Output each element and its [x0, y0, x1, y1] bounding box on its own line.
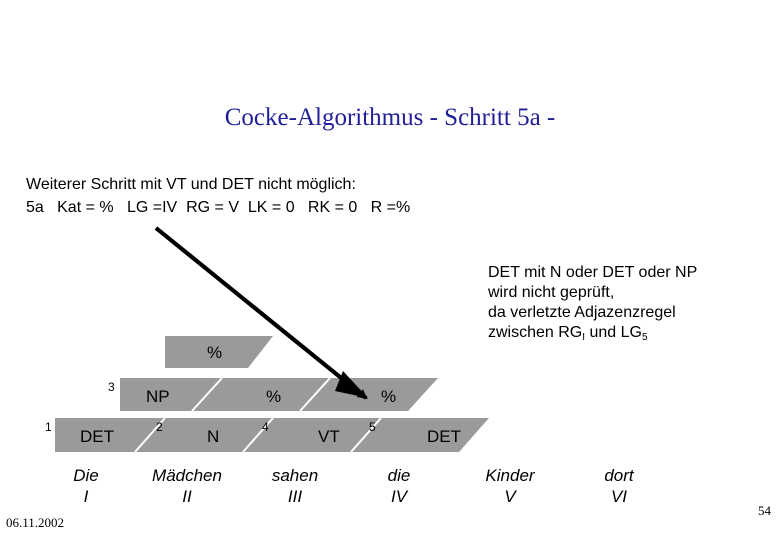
word-4: die IV	[387, 466, 411, 506]
vt-label: VT	[318, 427, 340, 446]
note-line-1: DET mit N oder DET oder NP	[488, 264, 698, 281]
intro-line-2: 5a Kat = % LG =IV RG = V LK = 0 RK = 0 R =%	[26, 199, 411, 216]
note-line-3: da verletzte Adjazenzregel	[488, 304, 676, 321]
top-cell-label: %	[207, 343, 223, 362]
word-3: sahen III	[271, 466, 319, 506]
index-4: 4	[262, 420, 269, 434]
index-5: 5	[369, 420, 376, 434]
word-2: Mädchen II	[152, 466, 222, 506]
footer-date: 06.11.2002	[6, 515, 65, 530]
n-label: N	[207, 427, 220, 446]
pct-label-1: %	[266, 387, 282, 406]
index-3: 3	[108, 380, 115, 394]
word-6: dort VI	[604, 466, 634, 506]
word-1: Die I	[73, 466, 99, 506]
index-1: 1	[45, 420, 52, 434]
intro-line-1: Weiterer Schritt mit VT und DET nicht möglich:	[26, 176, 356, 193]
page-number: 54	[758, 503, 771, 518]
np-label: NP	[146, 387, 170, 406]
pct-label-2: %	[381, 387, 397, 406]
det-label-1: DET	[80, 427, 114, 446]
word-5: Kinder V	[485, 466, 535, 506]
index-2: 2	[156, 420, 163, 434]
note-line-2: wird nicht geprüft,	[488, 284, 615, 301]
page-title: Cocke-Algorithmus - Schritt 5a -	[224, 104, 556, 131]
note-line-4: zwischen $RG_I$ und $LG_5$	[488, 324, 648, 343]
det-label-2: DET	[427, 427, 461, 446]
